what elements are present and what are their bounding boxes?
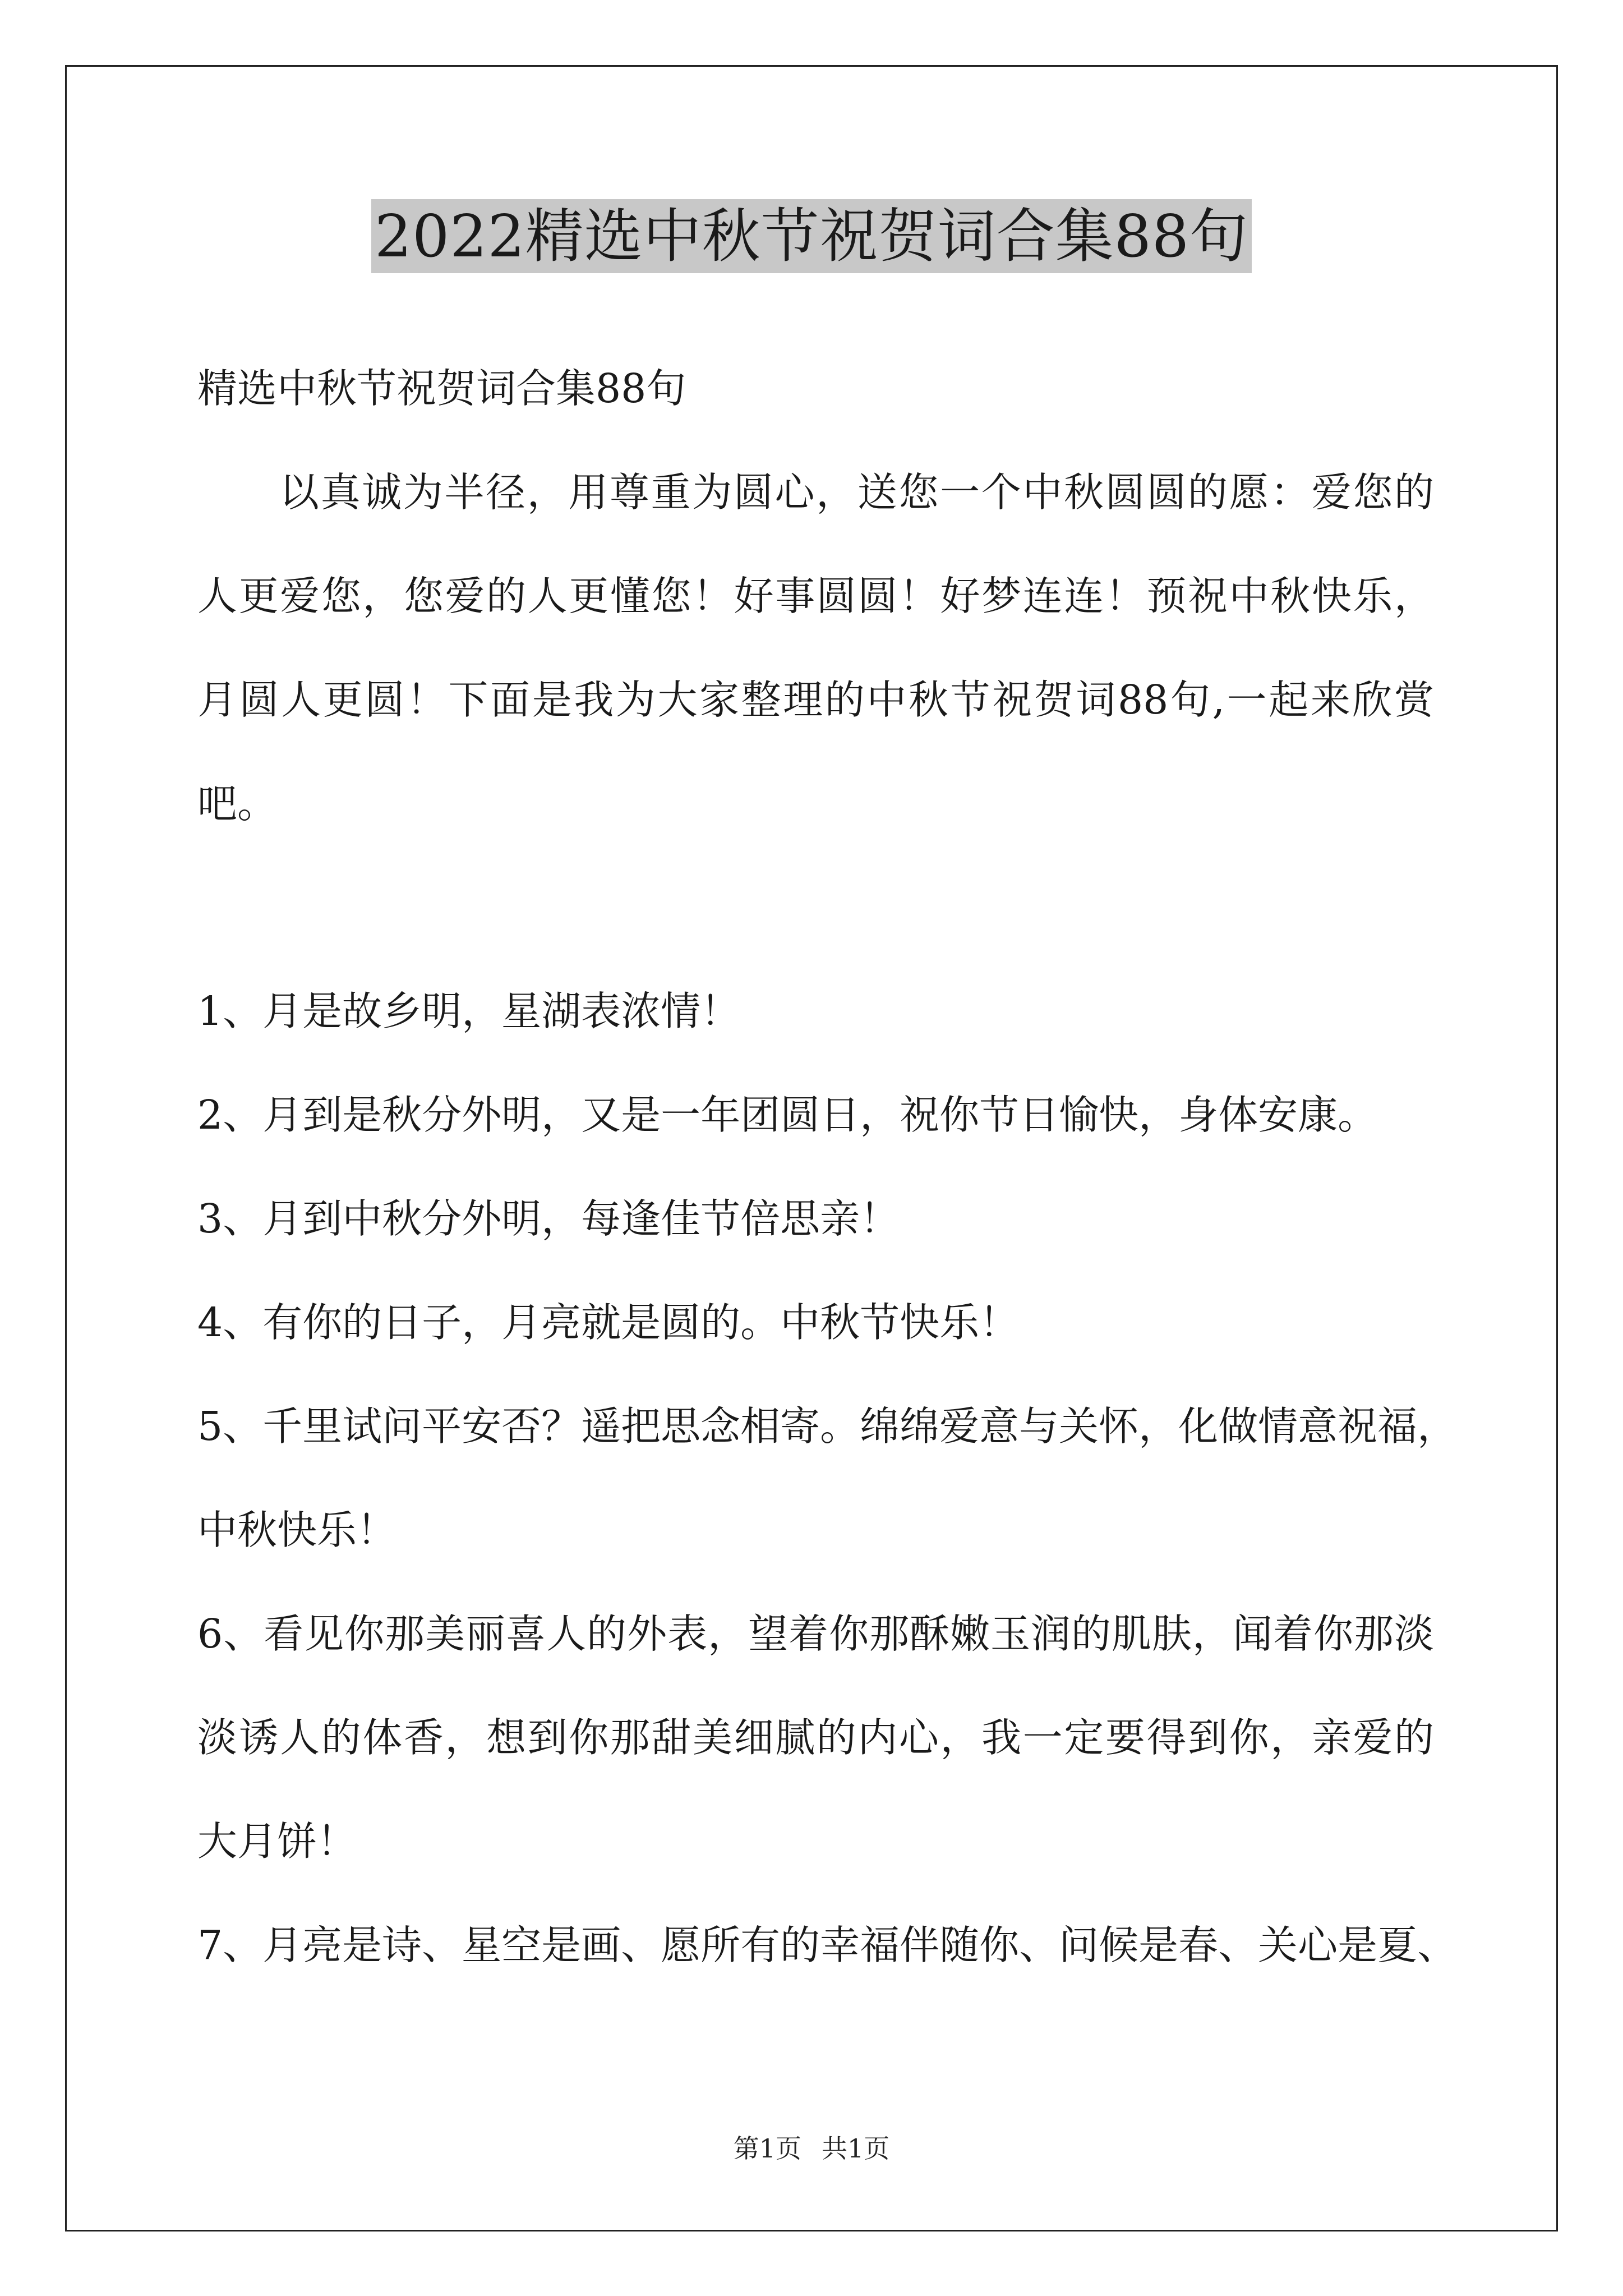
document-subtitle: 精选中秋节祝贺词合集88句 — [197, 365, 686, 412]
list-item: 1、月是故乡明，星湖表浓情！ — [197, 988, 741, 1034]
intro-line: 以真诚为半径，用尊重为圆心，送您一个中秋圆圆的愿：爱您的 — [279, 469, 1434, 516]
list-item: 7、月亮是诗、星空是画、愿所有的幸福伴随你、问候是春、关心是夏、 — [197, 1922, 1458, 1968]
intro-line: 月圆人更圆！下面是我为大家整理的中秋节祝贺词88句,一起来欣赏 — [197, 677, 1434, 723]
document-title: 2022精选中秋节祝贺词合集88句 — [371, 199, 1252, 273]
list-item-continuation: 淡诱人的体香，想到你那甜美细腻的内心，我一定要得到你，亲爱的 — [197, 1714, 1434, 1761]
list-item: 3、月到中秋分外明，每逢佳节倍思亲！ — [197, 1195, 900, 1242]
intro-line: 吧。 — [197, 780, 278, 827]
list-item: 2、月到是秋分外明，又是一年团圆日，祝你节日愉快，身体安康。 — [197, 1092, 1378, 1138]
list-item: 6、看见你那美丽喜人的外表，望着你那酥嫩玉润的肌肤，闻着你那淡 — [197, 1611, 1434, 1657]
list-item-continuation: 大月饼！ — [197, 1818, 357, 1865]
list-item: 4、有你的日子，月亮就是圆的。中秋节快乐！ — [197, 1299, 1020, 1346]
page-number: 第1页 — [733, 2133, 801, 2164]
list-item-continuation: 中秋快乐！ — [197, 1507, 397, 1553]
title-container — [0, 199, 1623, 273]
page-footer — [0, 2132, 1623, 2165]
page-total: 共1页 — [822, 2133, 890, 2164]
blank-line — [197, 855, 1434, 959]
list-item: 5、千里试问平安否？遥把思念相寄。绵绵爱意与关怀，化做情意祝福， — [197, 1403, 1458, 1450]
intro-line: 人更爱您，您爱的人更懂您！好事圆圆！好梦连连！预祝中秋快乐， — [197, 573, 1434, 619]
document-body — [197, 337, 1458, 1997]
